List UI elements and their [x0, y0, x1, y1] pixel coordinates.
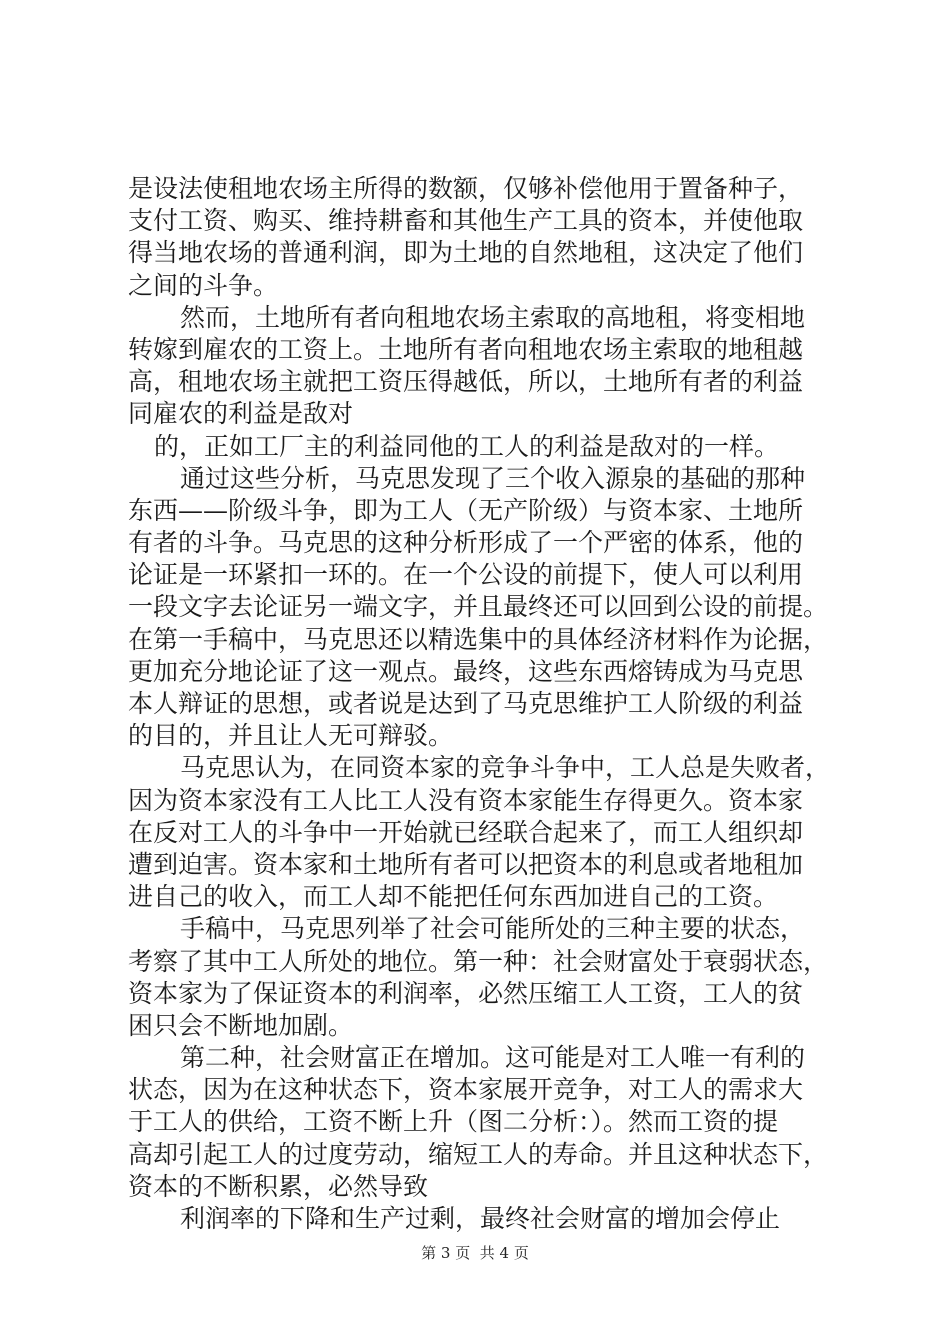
text-line: 然而，土地所有者向租地农场主索取的高地租，将变相地 [180, 302, 806, 332]
text-line: 遭到迫害。资本家和土地所有者可以把资本的利息或者地租加 [128, 849, 804, 879]
page-number-label: 第 3 页 共 4 页 [421, 1244, 529, 1262]
text-line: 进自己的收入，而工人却不能把任何东西加进自己的工资。 [128, 882, 779, 912]
text-line: 的，正如工厂主的利益同他的工人的利益是敌对的一样。 [154, 431, 780, 461]
text-line: 论证是一环紧扣一环的。在一个公设的前提下，使人可以利用 [128, 560, 804, 590]
text-line: 资本家为了保证资本的利润率，必然压缩工人工资，工人的贫 [128, 978, 804, 1008]
text-line: 困只会不断地加剧。 [128, 1010, 354, 1040]
text-line: 在反对工人的斗争中一开始就已经联合起来了，而工人组织却 [128, 817, 804, 847]
text-line: 高，租地农场主就把工资压得越低，所以，土地所有者的利益 [128, 367, 804, 397]
text-line: 转嫁到雇农的工资上。土地所有者向租地农场主索取的地租越 [128, 334, 804, 364]
text-line: 东西——阶级斗争，即为工人（无产阶级）与资本家、土地所 [128, 495, 804, 525]
text-line: 第二种，社会财富正在增加。这可能是对工人唯一有利的 [180, 1043, 806, 1073]
body-text [128, 173, 830, 1235]
text-line: 因为资本家没有工人比工人没有资本家能生存得更久。资本家 [128, 785, 804, 815]
text-line: 高却引起工人的过度劳动，缩短工人的寿命。并且这种状态下， [128, 1139, 829, 1169]
text-line: 一段文字去论证另一端文字，并且最终还可以回到公设的前提。 [128, 592, 829, 622]
text-line: 是设法使租地农场主所得的数额，仅够补偿他用于置备种子， [128, 174, 804, 203]
text-line: 支付工资、购买、维持耕畜和其他生产工具的资本，并使他取 [128, 206, 804, 236]
text-line: 有者的斗争。马克思的这种分析形成了一个严密的体系，他的 [128, 528, 804, 558]
text-line: 资本的不断积累，必然导致 [128, 1171, 429, 1201]
text-line: 状态，因为在这种状态下，资本家展开竞争，对工人的需求大 [128, 1075, 804, 1105]
text-line: 同雇农的利益是敌对 [128, 399, 354, 429]
text-line: 考察了其中工人所处的地位。第一种：社会财富处于衰弱状态， [128, 946, 829, 976]
text-line: 通过这些分析，马克思发现了三个收入源泉的基础的那种 [180, 463, 806, 493]
text-line: 马克思认为，在同资本家的竞争斗争中，工人总是失败者， [180, 753, 830, 783]
text-line: 利润率的下降和生产过剩，最终社会财富的增加会停止 [180, 1204, 781, 1233]
text-line: 在第一手稿中，马克思还以精选集中的具体经济材料作为论据， [128, 624, 829, 654]
text-line: 得当地农场的普通利润，即为土地的自然地租，这决定了他们 [128, 238, 804, 268]
page-footer [0, 1243, 950, 1263]
text-line: 于工人的供给，工资不断上升（图二分析：）。然而工资的提 [128, 1107, 779, 1137]
text-line: 更加充分地论证了这一观点。最终，这些东西熔铸成为马克思 [128, 656, 804, 686]
text-line: 的目的，并且让人无可辩驳。 [128, 721, 454, 751]
text-line: 之间的斗争。 [128, 270, 279, 300]
text-line: 手稿中，马克思列举了社会可能所处的三种主要的状态， [180, 914, 806, 944]
text-line: 本人辩证的思想，或者说是达到了马克思维护工人阶级的利益 [128, 689, 804, 718]
